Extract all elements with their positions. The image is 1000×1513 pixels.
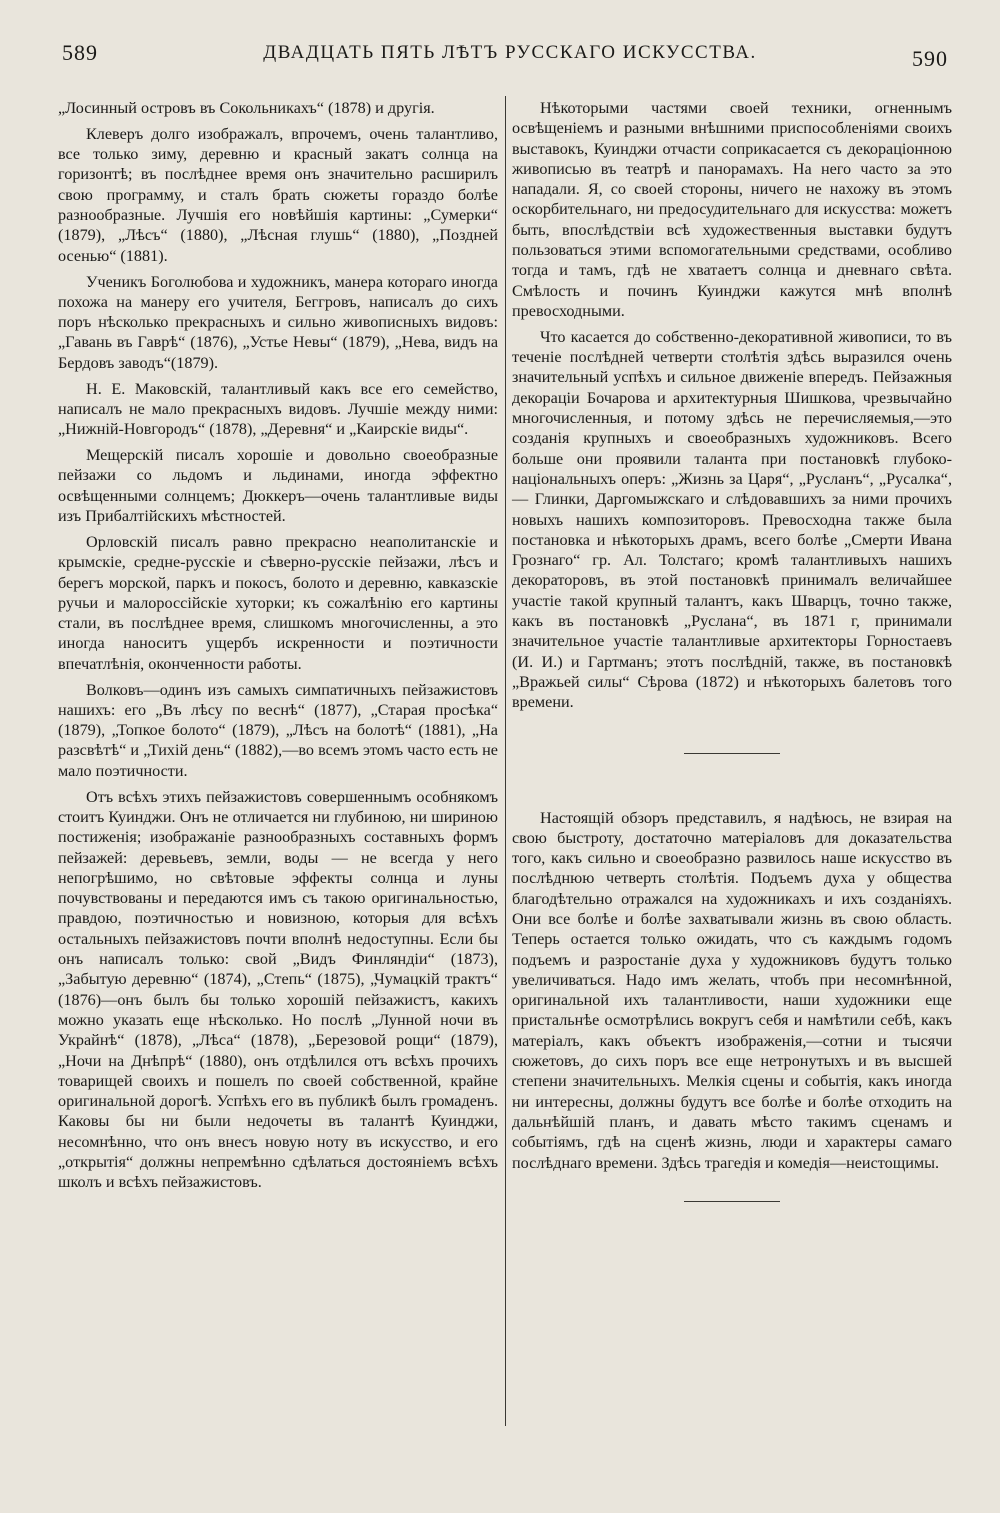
paragraph: Клеверъ долго изображалъ, впрочемъ, очень талантливо, все только зиму, деревню и красный закатъ солнца на горизонтѣ; въ послѣднее время онъ значительно расширилъ свою программу, и сталъ брать сюжеты гораздо болѣе разнообразные. Лучшія его новѣйшія картины: „Сумерки“ (1879), „Лѣсъ“ (1880), „Лѣсная глушь“ (1880), „Поздней осенью“ (1881). xyxy=(58,124,498,265)
page-number-right: 590 xyxy=(912,46,948,71)
paragraph: „Лосинный островъ въ Сокольникахъ“ (1878) и другія. xyxy=(58,99,435,117)
section-divider-rule xyxy=(684,753,780,754)
right-column xyxy=(512,98,952,1202)
paragraph: Волковъ—одинъ изъ самыхъ симпатичныхъ пейзажистовъ нашихъ: его „Въ лѣсу по веснѣ“ (1877), „Старая просѣка“ (1879), „Топкое болото“ (1879), „Лѣсъ на болотѣ“ (1881), „На разсвѣтѣ“ и „Тихій день“ (1882),—во всемъ этомъ часто есть не мало поэтичности. xyxy=(58,680,498,780)
paragraph: Нѣкоторыми частями своей техники, огненнымъ освѣщеніемъ и разными внѣшними приспособленіями своихъ выставокъ, Куинджи отчасти соприкасается съ декораціонною живописью въ театрѣ и панорамахъ. На него часто за это нападали. Я, со своей стороны, ничего не нахожу въ этомъ оскорбительнаго, ни предосудительнаго для искусства: можетъ быть, впослѣдствіи всѣ художественныя выставки будутъ пользоваться этими вспомогательными средствами, особливо тогда и тамъ, гдѣ не хватаетъ солнца и дневнаго свѣта. Смѣлость и починъ Куинджи кажутся мнѣ вполнѣ превосходными. xyxy=(512,99,952,320)
end-rule xyxy=(684,1201,780,1202)
left-column xyxy=(58,98,498,1198)
running-head: ДВАДЦАТЬ ПЯТЬ ЛѢТЪ РУССКАГО ИСКУССТВА. xyxy=(263,42,757,63)
page-number-left: 589 xyxy=(62,40,98,65)
paragraph: Орловскій писалъ равно прекрасно неаполитанскіе и крымскіе, средне-русскіе и сѣверно-русскіе пейзажи, лѣсъ и берегъ морской, паркъ и покосъ, болото и деревню, кавказскіе ручьи и малороссійскіе хуторки; къ сожалѣнію его картины стали, въ послѣднее время, слишкомъ многочисленны, а это иногда наноситъ ущербъ искренности и поэтичности впечатлѣнія, оконченности работы. xyxy=(58,532,498,673)
column-divider xyxy=(505,96,506,1426)
paragraph: Ученикъ Боголюбова и художникъ, манера котораго иногда похожа на манеру его учителя, Беггровъ, написалъ до сихъ поръ нѣсколько прекрасныхъ и сильно живописныхъ видовъ: „Гавань въ Гаврѣ“ (1876), „Устье Невы“ (1879), „Нева, видъ на Бердовъ заводъ“(1879). xyxy=(58,272,498,372)
paragraph: Н. Е. Маковскій, талантливый какъ все его семейство, написалъ не мало прекрасныхъ видовъ. Лучшіе между ними: „Нижній-Новгородъ“ (1878), „Деревня“ и „Каирскіе виды“. xyxy=(58,379,498,439)
paragraph: Отъ всѣхъ этихъ пейзажистовъ совершеннымъ особнякомъ стоитъ Куинджи. Онъ не отличается ни глубиною, ни шириною постиженія; изображаніе разнообразныхъ составныхъ формъ пейзажей: деревьевъ, земли, воды — не всегда у него непогрѣшимо, но свѣтовые эффекты солнца и луны почувствованы и передаются имъ съ такою оригинальностью, правдою, поэтичностью и новизною, которыя для всѣхъ остальныхъ пейзажистовъ почти вполнѣ недоступны. Если бы онъ написалъ только: свой „Видъ Финляндіи“ (1873), „Забытую деревню“ (1874), „Степь“ (1875), „Чумацкій трактъ“ (1876)—онъ былъ бы только хорошій пейзажистъ, какихъ можно указать еще нѣсколько. Но послѣ „Лунной ночи въ Украйнѣ“ (1878), „Лѣса“ (1878), „Березовой рощи“ (1879), „Ночи на Днѣпрѣ“ (1880), онъ отдѣлился отъ всѣхъ прочихъ товарищей своихъ и пошелъ по своей собственной, крайне оригинальной дорогѣ. Успѣхъ его въ публикѣ былъ громаденъ. Каковы бы ни были недочеты въ талантѣ Куинджи, несомнѣнно, что онъ внесъ новую ноту въ искусство, и его „открытія“ должны непремѣнно сдѣлаться достояніемъ всѣхъ школъ и всѣхъ пейзажистовъ. xyxy=(58,787,498,1192)
paragraph: Мещерскій писалъ хорошіе и довольно своеобразные пейзажи со льдомъ и льдинами, иногда эффектно освѣщенными солнцемъ; Дюккеръ—очень талантливые виды изъ Прибалтійскихъ мѣстностей. xyxy=(58,446,498,526)
paragraph: Что касается до собственно-декоративной живописи, то въ теченіе послѣдней четверти столѣтія здѣсь выразился очень значительный успѣхъ и сильное движеніе впередъ. Пейзажныя декораціи Бочарова и архитектурныя Шишкова, чрезвычайно многочисленныя, и потому здѣсь не перечисляемыя,—это созданія крупныхъ и своеобразныхъ художниковъ. Всего больше они проявили таланта при постановкѣ глубоко-національныхъ оперъ: „Жизнь за Царя“, „Русланъ“, „Русалка“, — Глинки, Даргомыжскаго и слѣдовавшихъ за ними прочихъ новыхъ нашихъ композиторовъ. Превосходна также была постановка и нѣкоторыхъ драмъ, всего болѣе „Смерти Ивана Грознаго“ гр. Ал. Толстаго; кромѣ талантливыхъ нашихъ декораторовъ, въ этой постановкѣ принималъ величайшее участіе такой крупный талантъ, какъ Шварцъ, точно также, какъ въ постановкѣ „Руслана“, въ 1871 г, принимали значительное участіе талантливые архитекторы Горностаевъ (И. И.) и Гартманъ; этотъ послѣдній, также, въ постановкѣ „Вражьей силы“ Сѣрова (1872) и нѣкоторыхъ балетовъ того времени. xyxy=(512,327,952,712)
paragraph: Настоящій обзоръ представилъ, я надѣюсь, не взирая на свою быстроту, достаточно матеріаловъ для доказательства того, какъ сильно и своеобразно развилось наше искусство въ послѣднюю четверть столѣтія. Подъемъ духа у общества благодѣтельно отражался на художникахъ и ихъ созданіяхъ. Они все болѣе и болѣе захватывали жизнь въ свою область. Теперь остается только ожидать, что съ каждымъ годомъ подъемъ и разростаніе духа у художниковъ будутъ только увеличиваться. Надо имъ желать, чтобъ при несомнѣнной, оригинальной ихъ талантливости, наши художники еще пристальнѣе осмотрѣлись вокругъ себя и намѣтили себѣ, какъ матеріалъ, какъ объектъ изображенія,—сотни и тысячи сюжетовъ, до сихъ поръ все еще нетронутыхъ и въ высшей степени значительныхъ. Мелкія сцены и событія, какъ иногда ни интересны, должны будутъ все болѣе и болѣе отходить на дальнѣйшій планъ, и давать мѣсто такимъ сценамъ и событіямъ, гдѣ на сценѣ жизнь, люди и характеры самаго послѣднаго времени. Здѣсь трагедія и комедія—неистощимы. xyxy=(512,808,952,1172)
